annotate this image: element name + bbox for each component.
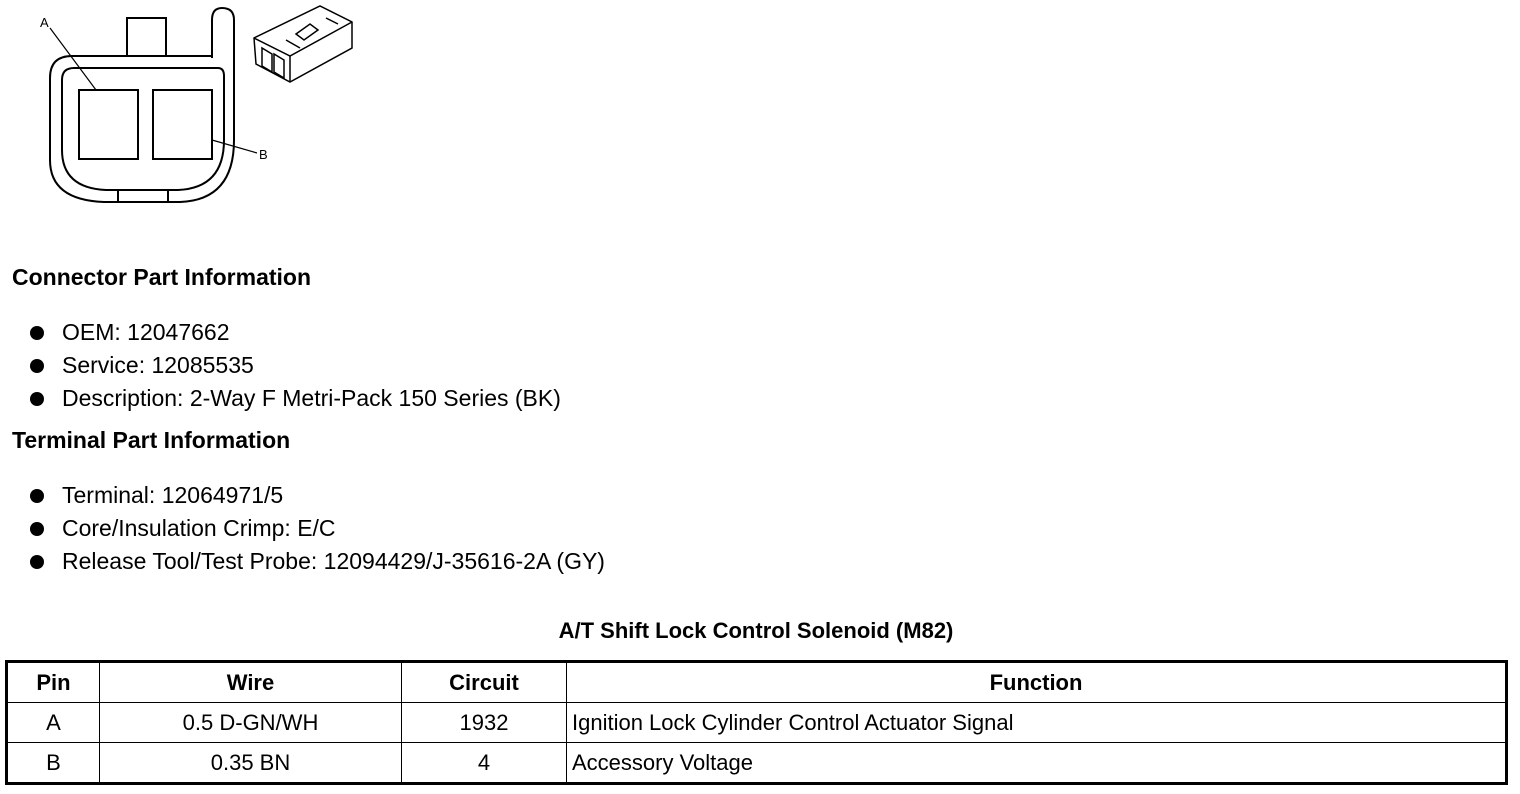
- bullet-icon: [30, 489, 44, 503]
- cell-pin: A: [7, 703, 100, 743]
- table-header-row: [7, 662, 1507, 703]
- connector-info-heading: Connector Part Information: [12, 264, 312, 290]
- column-header-wire: Wire: [100, 662, 402, 703]
- bullet-icon: [30, 555, 44, 569]
- pinout-table: [5, 660, 1508, 785]
- list-item-text: OEM: 12047662: [62, 319, 230, 345]
- column-header-pin: Pin: [7, 662, 100, 703]
- list-item: [28, 512, 605, 545]
- cell-function: Accessory Voltage: [567, 743, 1507, 784]
- table-row: [7, 743, 1507, 784]
- table-title: A/T Shift Lock Control Solenoid (M82): [558, 618, 954, 643]
- list-item: [28, 545, 605, 578]
- list-item-text: Service: 12085535: [62, 352, 254, 378]
- connector-housing-outer: [50, 56, 234, 202]
- list-item-text: Core/Insulation Crimp: E/C: [62, 515, 336, 541]
- connector-info-list: [28, 316, 561, 415]
- column-header-circuit: Circuit: [402, 662, 567, 703]
- pin-cavity-a: [79, 90, 138, 159]
- list-item: [28, 316, 561, 349]
- terminal-info-heading: Terminal Part Information: [12, 427, 291, 453]
- cell-circuit: 1932: [402, 703, 567, 743]
- table-row: [7, 703, 1507, 743]
- cell-pin: B: [7, 743, 100, 784]
- list-item-text: Description: 2-Way F Metri-Pack 150 Series (BK): [62, 385, 561, 411]
- connector-3d-view: [254, 6, 352, 82]
- list-item: [28, 479, 605, 512]
- list-item-text: Release Tool/Test Probe: 12094429/J-35616-2A (GY): [62, 548, 605, 574]
- cell-function: Ignition Lock Cylinder Control Actuator Signal: [567, 703, 1507, 743]
- connector-diagram: [0, 0, 380, 220]
- cell-wire: 0.35 BN: [100, 743, 402, 784]
- bullet-icon: [30, 326, 44, 340]
- cell-wire: 0.5 D-GN/WH: [100, 703, 402, 743]
- cell-circuit: 4: [402, 743, 567, 784]
- connector-housing-inner: [62, 68, 224, 190]
- connector-latch-tab: [127, 18, 166, 56]
- pin-label-b: B: [259, 147, 268, 162]
- pin-label-a: A: [40, 15, 49, 30]
- list-item-text: Terminal: 12064971/5: [62, 482, 284, 508]
- terminal-info-list: [28, 479, 605, 578]
- list-item: [28, 349, 561, 382]
- bullet-icon: [30, 359, 44, 373]
- list-item: [28, 382, 561, 415]
- bullet-icon: [30, 392, 44, 406]
- bullet-icon: [30, 522, 44, 536]
- pin-cavity-b: [153, 90, 212, 159]
- column-header-function: Function: [567, 662, 1507, 703]
